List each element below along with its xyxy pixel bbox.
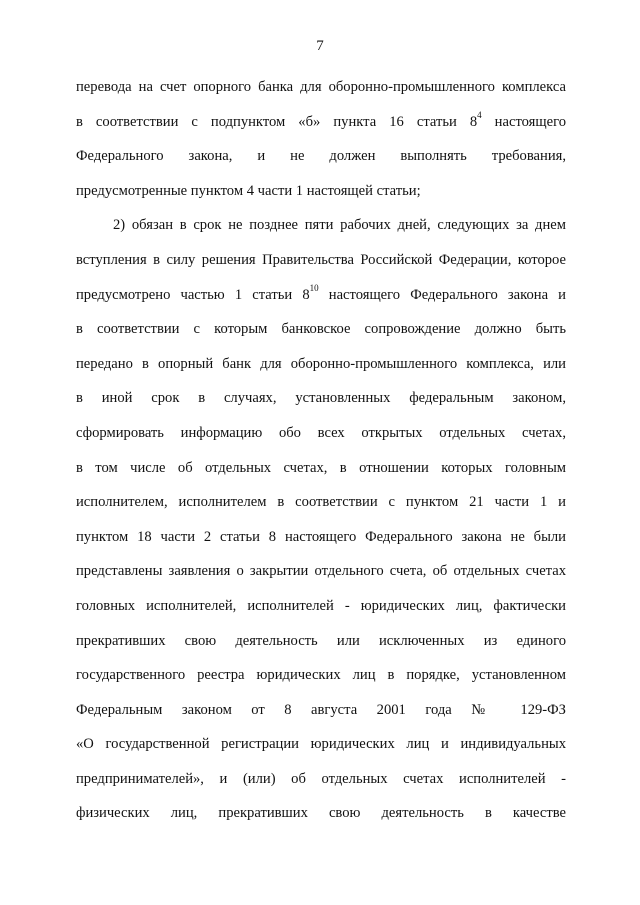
text-line: перевода на счет опорного банка для оборонно-промышленного комплекса: [76, 79, 566, 95]
text-line: [76, 278, 566, 313]
text-segment: в соответствии с подпунктом «б» пункта 16 статьи 8: [76, 113, 478, 130]
text-line: Федеральным законом от 8 августа 2001 года № 129-ФЗ: [76, 701, 566, 718]
page-number: 7: [316, 38, 324, 54]
document-body: [76, 70, 566, 831]
text-line: головных исполнителей, исполнителей - юридических лиц, фактически: [76, 597, 566, 614]
superscript: 10: [309, 282, 319, 293]
text-line: в иной срок в случаях, установленных федеральным законом,: [76, 390, 566, 407]
text-line: сформировать информацию обо всех открытых отдельных счетах,: [76, 424, 566, 441]
text-line: представлены заявления о закрытии отдельного счета, об отдельных счетах: [76, 563, 566, 580]
text-line: физических лиц, прекративших свою деятельность в качестве: [76, 805, 566, 822]
text-line: «О государственной регистрации юридических лиц и индивидуальных: [76, 736, 566, 753]
text-line: передано в опорный банк для оборонно-промышленного комплекса, или: [76, 355, 566, 372]
text-line: [76, 105, 566, 140]
text-line: государственного реестра юридических лиц в порядке, установленном: [76, 667, 566, 684]
text-line: прекративших свою деятельность или исключенных из единого: [76, 632, 566, 649]
text-line: Федерального закона, и не должен выполнять требования,: [76, 148, 566, 165]
text-line: предпринимателей», и (или) об отдельных счетах исполнителей -: [76, 770, 566, 787]
superscript: 4: [477, 109, 482, 120]
text-line: 2) обязан в срок не позднее пяти рабочих дней, следующих за днем: [113, 217, 566, 234]
text-line: вступления в силу решения Правительства Российской Федерации, которое: [76, 251, 566, 268]
text-segment: предусмотрено частью 1 статьи 8: [76, 286, 310, 303]
text-segment: настоящего: [481, 113, 566, 130]
text-line: исполнителем, исполнителем в соответствии с пунктом 21 части 1 и: [76, 494, 566, 511]
text-line: в том числе об отдельных счетах, в отношении которых головным: [76, 459, 566, 476]
text-segment: настоящего Федерального закона и: [318, 286, 566, 303]
text-line: предусмотренные пунктом 4 части 1 настоящей статьи;: [76, 182, 421, 199]
text-line: пунктом 18 части 2 статьи 8 настоящего Федерального закона не были: [76, 528, 566, 545]
text-line: в соответствии с которым банковское сопровождение должно быть: [76, 321, 566, 338]
